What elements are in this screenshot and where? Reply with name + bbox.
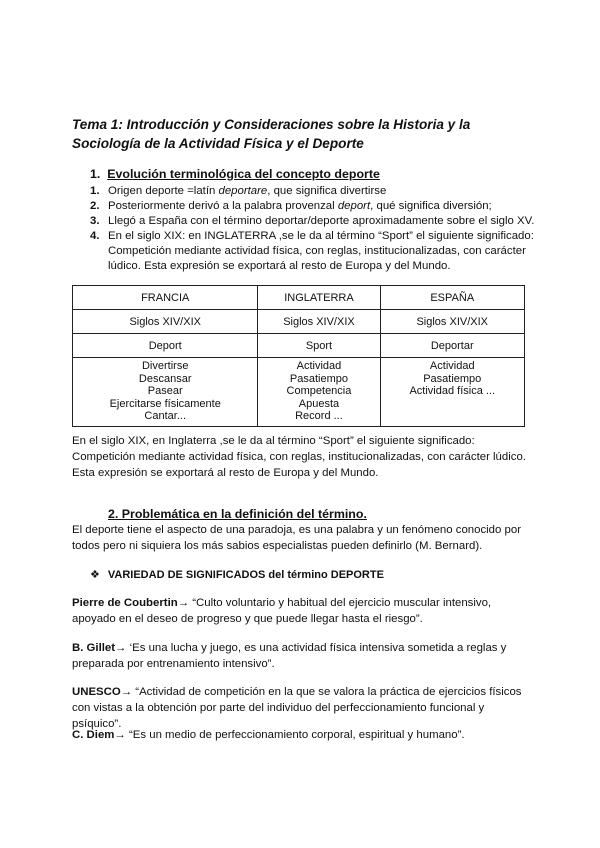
after-table-paragraph: En el siglo XIX, en Inglaterra ,se le da al término “Sport” el siguiente significado: Competición mediante actividad física, con reglas, institucionalizadas, con carácter lúdico. Esta expresión se exportará al resto de Europa y del Mundo.	[72, 435, 526, 479]
variety-heading-text: VARIEDAD DE SIGNIFICADOS del término DEPORTE	[107, 569, 384, 581]
meaning-item: Divertirse	[141, 360, 189, 372]
table-row	[73, 358, 525, 427]
definition-text: “Culto voluntario y habitual del ejercicio muscular intensivo, apoyado en el deseo de progreso y que puede llegar hasta el riesgo”.	[72, 597, 492, 625]
header-cell: FRANCIA	[73, 286, 258, 310]
arrow-icon: →	[115, 642, 127, 654]
definition-text: “Actividad de competición en la que se valora la práctica de ejercicios físicos con vistas a la obtención por parte del individuo del perfeccionamiento funcional y psíquico”.	[72, 686, 522, 730]
meaning-item: Pasatiempo	[289, 372, 348, 385]
meaning-item: Pasatiempo	[423, 372, 482, 385]
table-cell: Deportar	[380, 334, 525, 358]
section-1-title: Evolución terminológica del concepto deporte	[107, 167, 380, 181]
table-cell: Sport	[258, 334, 380, 358]
definition-unesco	[72, 684, 532, 732]
table-row	[73, 334, 525, 358]
list-item: 3. Llegó a España con el término deportar/deporte aproximadamente sobre el siglo XV.	[90, 215, 535, 227]
header-cell: INGLATERRA	[258, 286, 380, 310]
arrow-icon: →	[114, 729, 126, 741]
definition-text: “Es un medio de perfeccionamiento corporal, espiritual y humano”.	[125, 729, 465, 741]
meaning-item: Actividad física ...	[409, 385, 496, 398]
meaning-item: Actividad	[296, 360, 342, 372]
definition-diem	[72, 727, 532, 743]
table-cell: Deport	[73, 334, 258, 358]
section-2-heading: 2. Problemática en la definición del término.	[108, 507, 367, 521]
meanings-cell-francia	[73, 358, 258, 427]
meaning-item: Descansar	[138, 372, 192, 385]
meaning-item: Ejercitarse físicamente	[109, 397, 221, 410]
meaning-item: Pasear	[147, 385, 183, 398]
section-1-list	[90, 184, 540, 274]
variety-heading	[90, 568, 384, 581]
list-item: 1. Origen deporte =latín deportare, que significa divertirse	[90, 185, 387, 197]
table-row	[73, 310, 525, 334]
table-row	[73, 286, 525, 310]
arrow-icon: →	[177, 597, 190, 609]
section-2-paragraph: El deporte tiene el aspecto de una paradoja, es una palabra y un fenómeno conocido por todos pero ni siquiera los más sabios especialistas pueden definirlo (M. Bernard).	[72, 524, 521, 552]
definition-text: ‘Es una lucha y juego, es una actividad física intensiva sometida a reglas y preparada por entrenamiento intensivo”.	[72, 642, 507, 670]
definition-author: C. Diem	[72, 729, 115, 741]
list-item: 4. En el siglo XIX: en INGLATERRA ,se le da al término “Sport” el siguiente significado: Competición mediante actividad física, con reglas, institucionalizadas, con carácter lúdico. Esta expresión se exportará al resto de Europa y del Mundo.	[90, 230, 534, 272]
table-cell: Siglos XIV/XIX	[73, 310, 258, 334]
document-title: Tema 1: Introducción y Consideraciones sobre la Historia y la Sociología de la Actividad Física y el Deporte	[72, 117, 471, 151]
table-cell: Siglos XIV/XIX	[380, 310, 525, 334]
definition-author: UNESCO	[72, 686, 121, 698]
arrow-icon: →	[120, 686, 133, 698]
terminology-table	[72, 285, 525, 427]
section-1-number: 1.	[90, 167, 101, 181]
diamond-bullet-icon: ❖	[90, 569, 100, 581]
meaning-item: Record ...	[295, 410, 343, 423]
meanings-cell-espana	[380, 358, 525, 427]
meaning-item: Cantar...	[144, 410, 186, 423]
meaning-item: Apuesta	[298, 397, 340, 410]
section-1-heading	[90, 167, 380, 181]
meaning-item: Actividad	[429, 360, 475, 372]
meanings-cell-inglaterra	[258, 358, 380, 427]
meaning-item: Competencia	[286, 385, 352, 398]
header-cell: ESPAÑA	[380, 286, 525, 310]
definition-author: Pierre de Coubertin	[72, 597, 178, 609]
table-cell: Siglos XIV/XIX	[258, 310, 380, 334]
definition-author: B. Gillet	[72, 642, 116, 654]
definition-gillet	[72, 640, 532, 672]
list-item: 2. Posteriormente derivó a la palabra provenzal deport, qué significa diversión;	[90, 200, 492, 212]
definition-coubertin	[72, 595, 532, 627]
